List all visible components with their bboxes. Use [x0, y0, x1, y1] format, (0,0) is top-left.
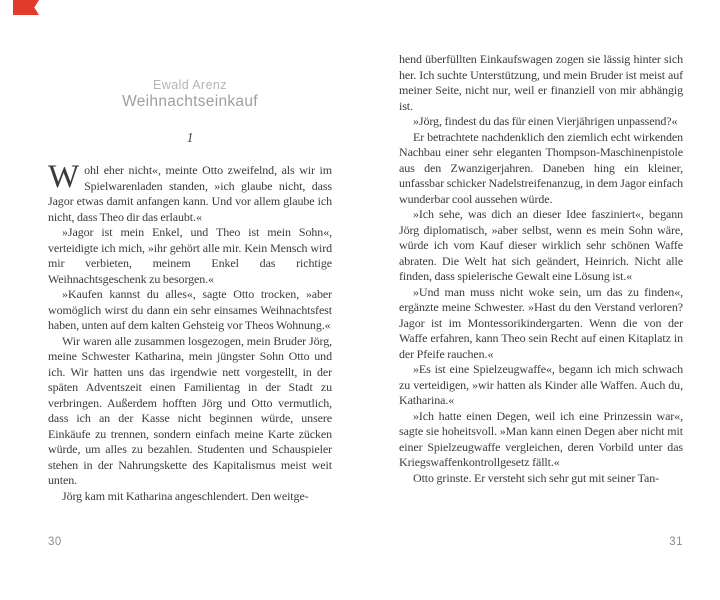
paragraph: Otto grinste. Er versteht sich sehr gut mit seiner Tan- — [413, 470, 660, 485]
paragraph: »Kaufen kannst du alles«, sagte Otto trocken, »aber womöglich wirst du dann ein sehr einsames Weihnachtsfest haben, unten auf dem kalten Gehsteig vor Theos Wohnung.« — [48, 287, 332, 332]
drop-cap: W — [48, 159, 80, 195]
paragraph: Er betrachtete nachdenklich den ziemlich echt wirkenden Nachbau einer sehr eleganten Thompson-Maschinenpistole aus den Zwanzigerjahren. Daneben hing ein kleiner, unfassbar schicker Nadelstreifenanzug, in dem Jagor einfach wunderbar cool aussehen würde. — [399, 129, 683, 206]
running-head-title: Weihnachtseinkauf — [122, 93, 258, 110]
paragraph: hend überfüllten Einkaufswagen zogen sie lässig hinter sich her. Ich suchte Unterstützung, und mein Bruder ist meist auf meiner Seite, nicht nur, weil er finanziell von mir abhängig ist. — [399, 52, 683, 113]
paragraph: Wir waren alle zusammen losgezogen, mein Bruder Jörg, meine Schwester Katharina, mein jüngster Sohn Otto und ich. Wir hatten uns das irgendwie nett vorgestellt, in der späten Adventszeit einen Familientag in der Stadt zu verbringen. Außerdem hofften Jörg und Otto vermutlich, dass ich an der Kasse nicht beginnen würde, unsere Einkäufe zu trennen, sondern einfach meine Karte zücken würde, um alles zu bezahlen. Studenten und Schauspieler stehen in der Nahrungskette des Kapitalismus meist weit unten. — [48, 333, 332, 487]
page-left — [48, 78, 332, 504]
paragraph: Jörg kam mit Katharina angeschlendert. Den weitge- — [62, 488, 309, 503]
page-number-left: 30 — [48, 536, 62, 548]
page-right-text — [399, 52, 683, 486]
paragraph: »Jörg, findest du das für einen Vierjährigen unpassend?« — [413, 114, 678, 128]
paragraph: »Ich hatte einen Degen, weil ich eine Prinzessin war«, sagte sie hoheitsvoll. »Man kann einen Degen aber nicht mit einer Spielzeugwaffe vergleichen, deren Vorbild unter das Kriegswaffenkontrollgesetz fällt.« — [399, 408, 683, 469]
paragraph: Wohl eher nicht«, meinte Otto zweifelnd, als wir im Spielwarenladen standen, »ich glaube nicht, dass Jagor etwas damit anfangen kann. Und vor allem glaube ich nicht, dass Theo dir das erlaubt.« — [48, 159, 332, 224]
running-head-author: Ewald Arenz — [153, 78, 227, 92]
paragraph: »Ich sehe, was dich an dieser Idee fasziniert«, begann Jörg diplomatisch, »aber selbst, wenn es mein Sohn wäre, würde ich vom Kauf dieser wirklich sehr schönen Waffe abraten. Die Welt hat sich geändert, Heinrich. Nicht alle finden, dass spielerische Gewalt eine Lösung ist.« — [399, 207, 683, 283]
page-left-text — [48, 159, 332, 504]
paragraph: »Jagor ist mein Enkel, und Theo ist mein Sohn«, verteidigte ich mich, »ihr gehört alle mir. Kein Mensch wird mir verbieten, meinem Enkel das richtige Weihnachtsgeschenk zu besorgen.« — [48, 225, 332, 286]
page-number-right: 31 — [669, 536, 683, 548]
paragraph: »Und man muss nicht woke sein, um das zu finden«, ergänzte meine Schwester. »Hast du den Verstand verloren? Jagor ist im Montessorikindergarten. Wenn die von der Waffe erfahren, kann Theo sein Recht auf einen Kitaplatz in der Pfeife rauchen.« — [399, 284, 683, 361]
page-right — [399, 52, 683, 486]
paragraph: »Es ist eine Spielzeugwaffe«, begann ich mich schwach zu verteidigen, »wir hatten als Kinder alle Waffen. Auch du, Katharina.« — [399, 362, 683, 407]
chapter-number: 1 — [186, 131, 194, 146]
bookmark-ribbon-icon — [13, 0, 39, 15]
